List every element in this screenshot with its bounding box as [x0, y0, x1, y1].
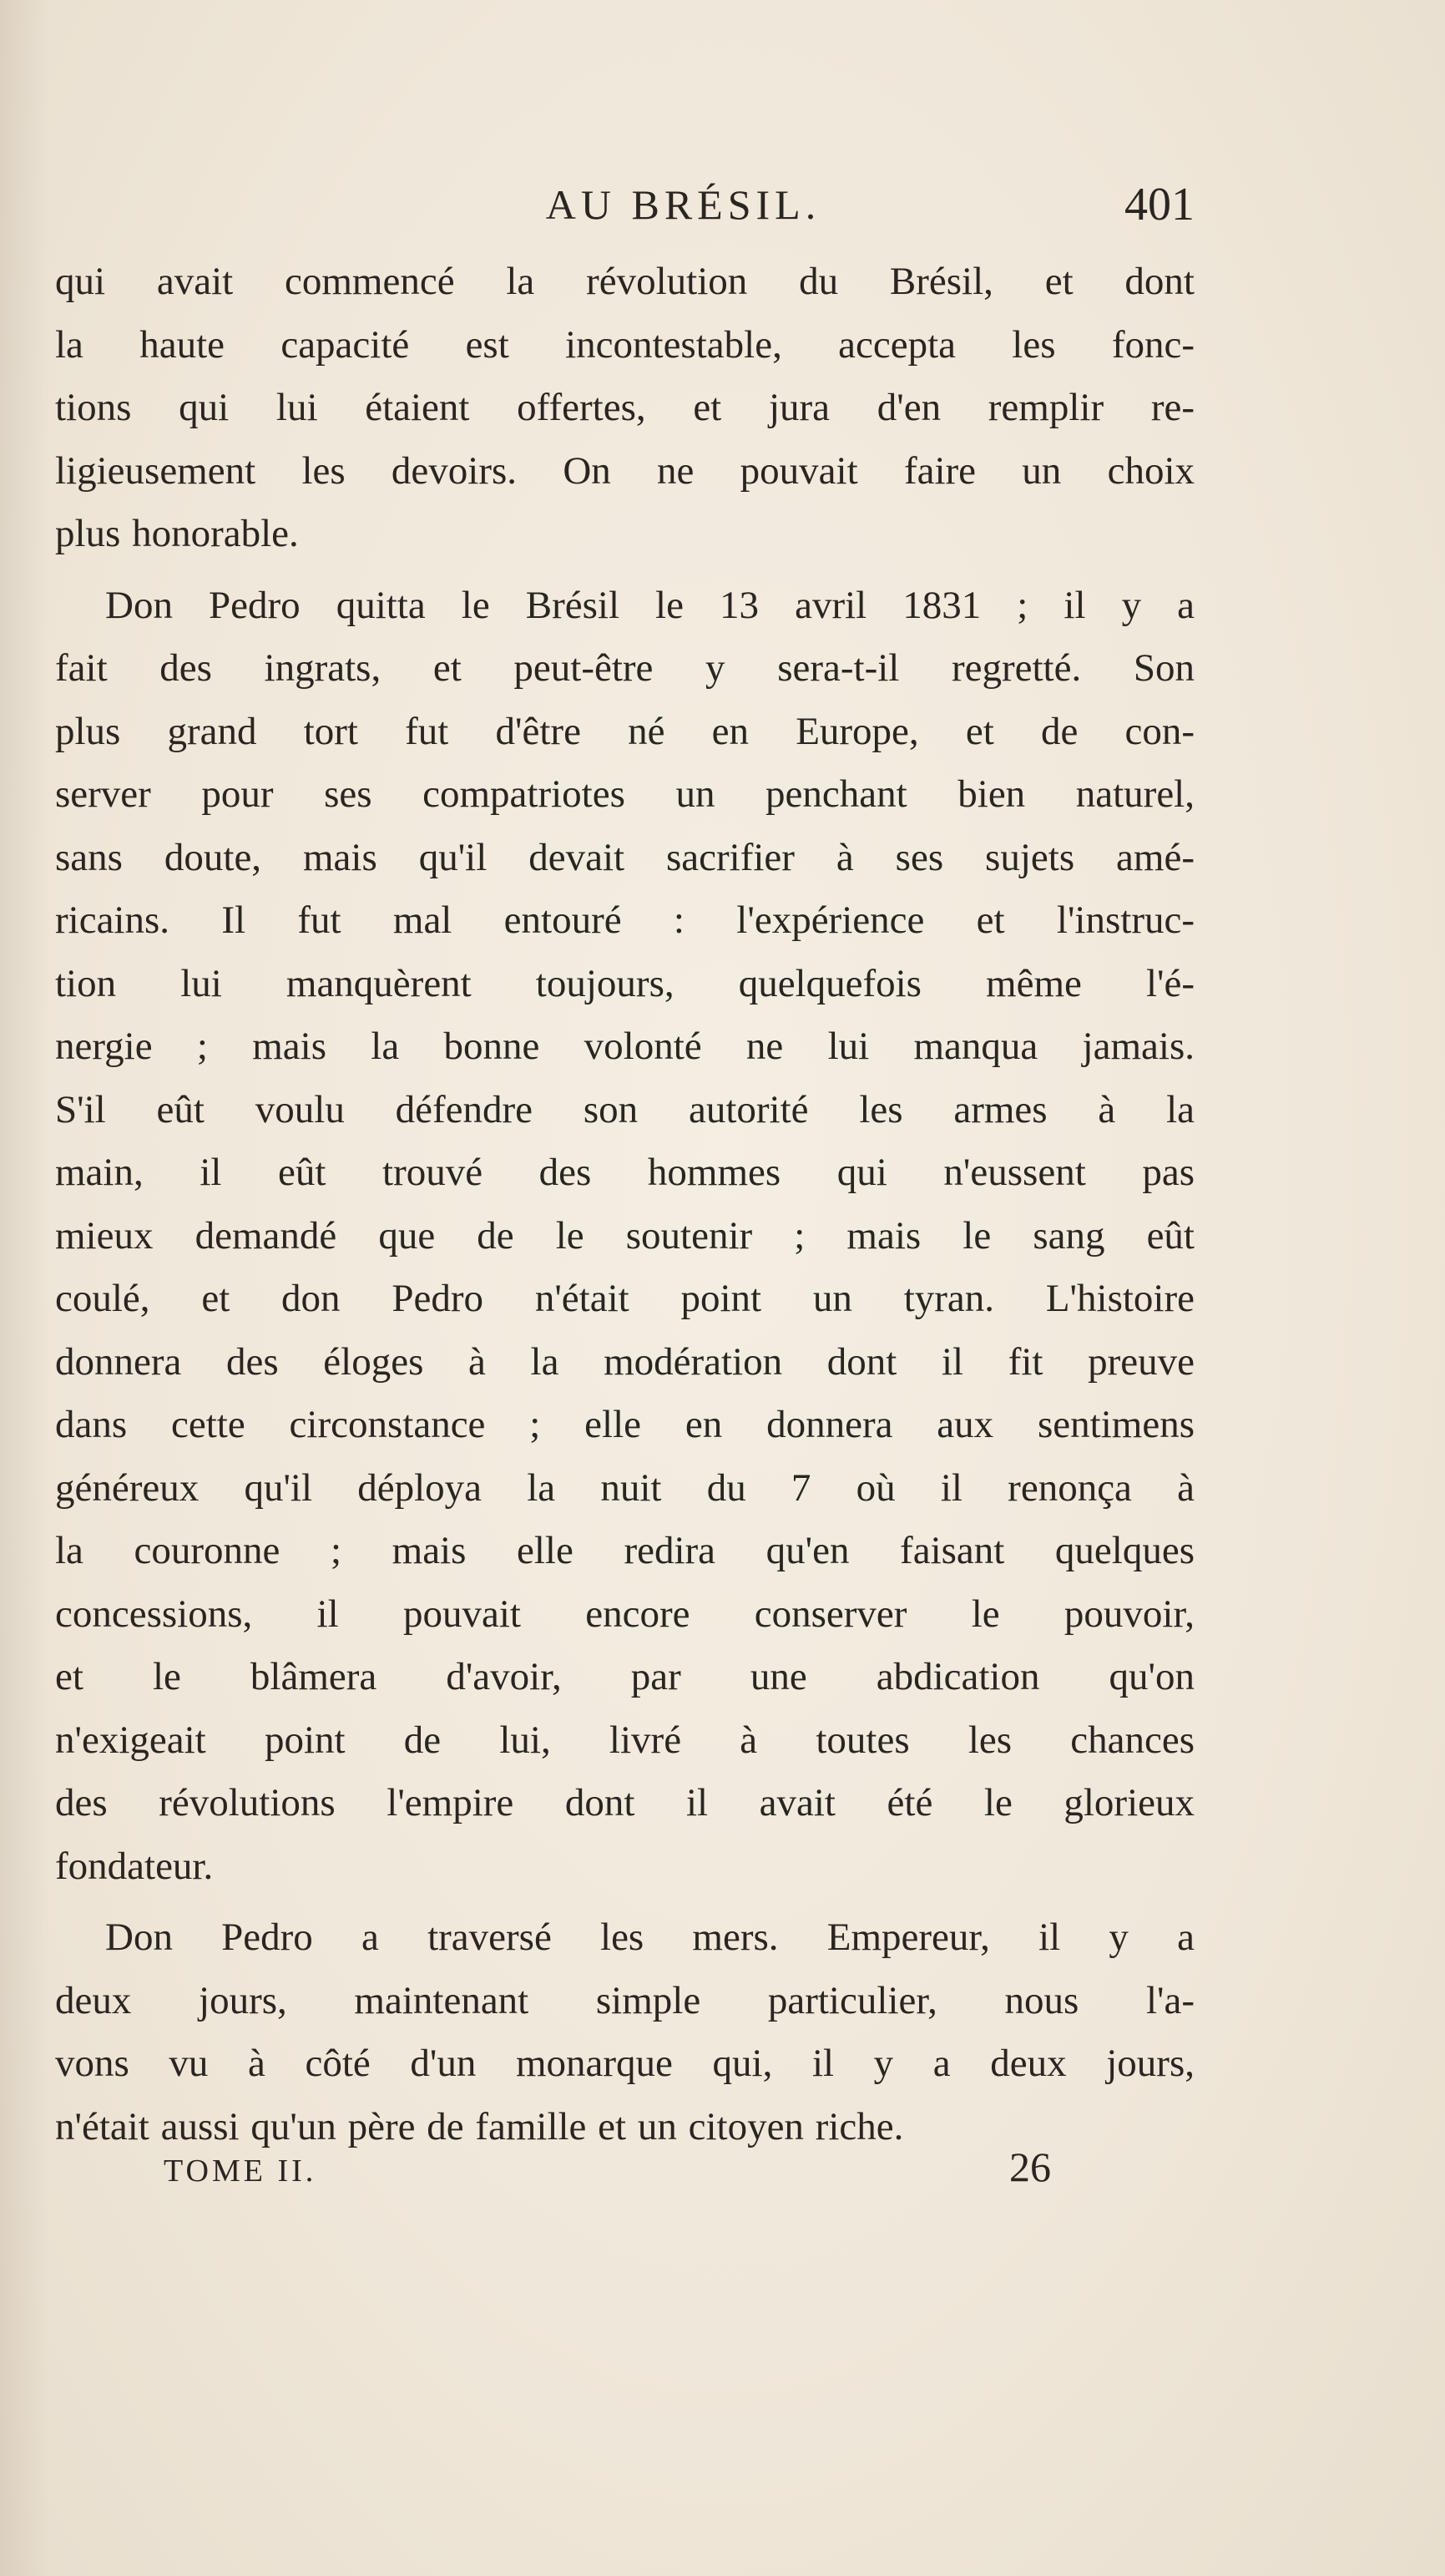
- signature-mark: 26: [1009, 2143, 1051, 2190]
- text-line: tion lui manquèrent toujours, quelquefois même l'é-: [55, 961, 1195, 1005]
- text-line: concessions, il pouvait encore conserver le pouvoir,: [55, 1592, 1195, 1636]
- text-line: S'il eût voulu défendre son autorité les armes à la: [55, 1087, 1195, 1131]
- text-line: des révolutions l'empire dont il avait été le glorieux: [55, 1781, 1195, 1824]
- text-line: et le blâmera d'avoir, par une abdication qu'on: [55, 1655, 1195, 1698]
- text-line: dans cette circonstance ; elle en donnera aux sentimens: [55, 1403, 1195, 1446]
- text-line: n'exigeait point de lui, livré à toutes les chances: [55, 1718, 1195, 1762]
- text-line: ricains. Il fut mal entouré : l'expérience et l'instruc-: [55, 898, 1195, 942]
- paragraph-gap: [55, 566, 1195, 574]
- text-line: fondateur.: [55, 1844, 214, 1888]
- paragraph: [55, 1906, 1195, 2158]
- text-line: plus honorable.: [55, 512, 299, 555]
- text-line: la haute capacité est incontestable, accepta les fonc-: [55, 322, 1195, 367]
- spine-shadow: [0, 0, 50, 2576]
- body-text: [55, 251, 1195, 2158]
- paragraph: [55, 574, 1195, 1899]
- text-line: la couronne ; mais elle redira qu'en faisant quelques: [55, 1529, 1195, 1572]
- text-line: deux jours, maintenant simple particulier, nous l'a-: [55, 1978, 1195, 2022]
- text-line: Don Pedro quitta le Brésil le 13 avril 1831 ; il y a: [105, 583, 1195, 627]
- text-line: main, il eût trouvé des hommes qui n'eussent pas: [55, 1151, 1195, 1194]
- text-line: tions qui lui étaient offertes, et jura d'en remplir re-: [55, 386, 1195, 429]
- text-line: plus grand tort fut d'être né en Europe, et de con-: [55, 709, 1195, 753]
- text-line: server pour ses compatriotes un penchant bien naturel,: [55, 772, 1195, 816]
- text-line: nergie ; mais la bonne volonté ne lui manqua jamais.: [55, 1025, 1195, 1068]
- text-line: donnera des éloges à la modération dont il fit preuve: [55, 1339, 1195, 1384]
- page-number: 401: [1124, 179, 1195, 230]
- text-line: fait des ingrats, et peut-être y sera-t-il regretté. Son: [55, 646, 1195, 690]
- page-header: [55, 175, 1195, 234]
- text-line: sans doute, mais qu'il devait sacrifier à ses sujets amé-: [55, 835, 1195, 879]
- text-line: mieux demandé que de le soutenir ; mais le sang eût: [55, 1213, 1195, 1258]
- running-head: AU BRÉSIL.: [545, 181, 821, 228]
- text-line: généreux qu'il déploya la nuit du 7 où il renonça à: [55, 1465, 1195, 1510]
- text-line: n'était aussi qu'un père de famille et un citoyen riche.: [55, 2104, 904, 2148]
- text-line: coulé, et don Pedro n'était point un tyran. L'histoire: [55, 1277, 1195, 1320]
- text-line: Don Pedro a traversé les mers. Empereur, il y a: [105, 1916, 1195, 1959]
- text-line: vons vu à côté d'un monarque qui, il y a deux jours,: [55, 2042, 1195, 2085]
- paragraph-gap: [55, 1898, 1195, 1906]
- volume-signature: TOME II.: [164, 2153, 317, 2189]
- text-line: ligieusement les devoirs. On ne pouvait faire un choix: [55, 448, 1195, 493]
- text-line: qui avait commencé la révolution du Brésil, et dont: [55, 260, 1195, 303]
- paragraph: [55, 251, 1195, 566]
- page-footer: [55, 2143, 1195, 2196]
